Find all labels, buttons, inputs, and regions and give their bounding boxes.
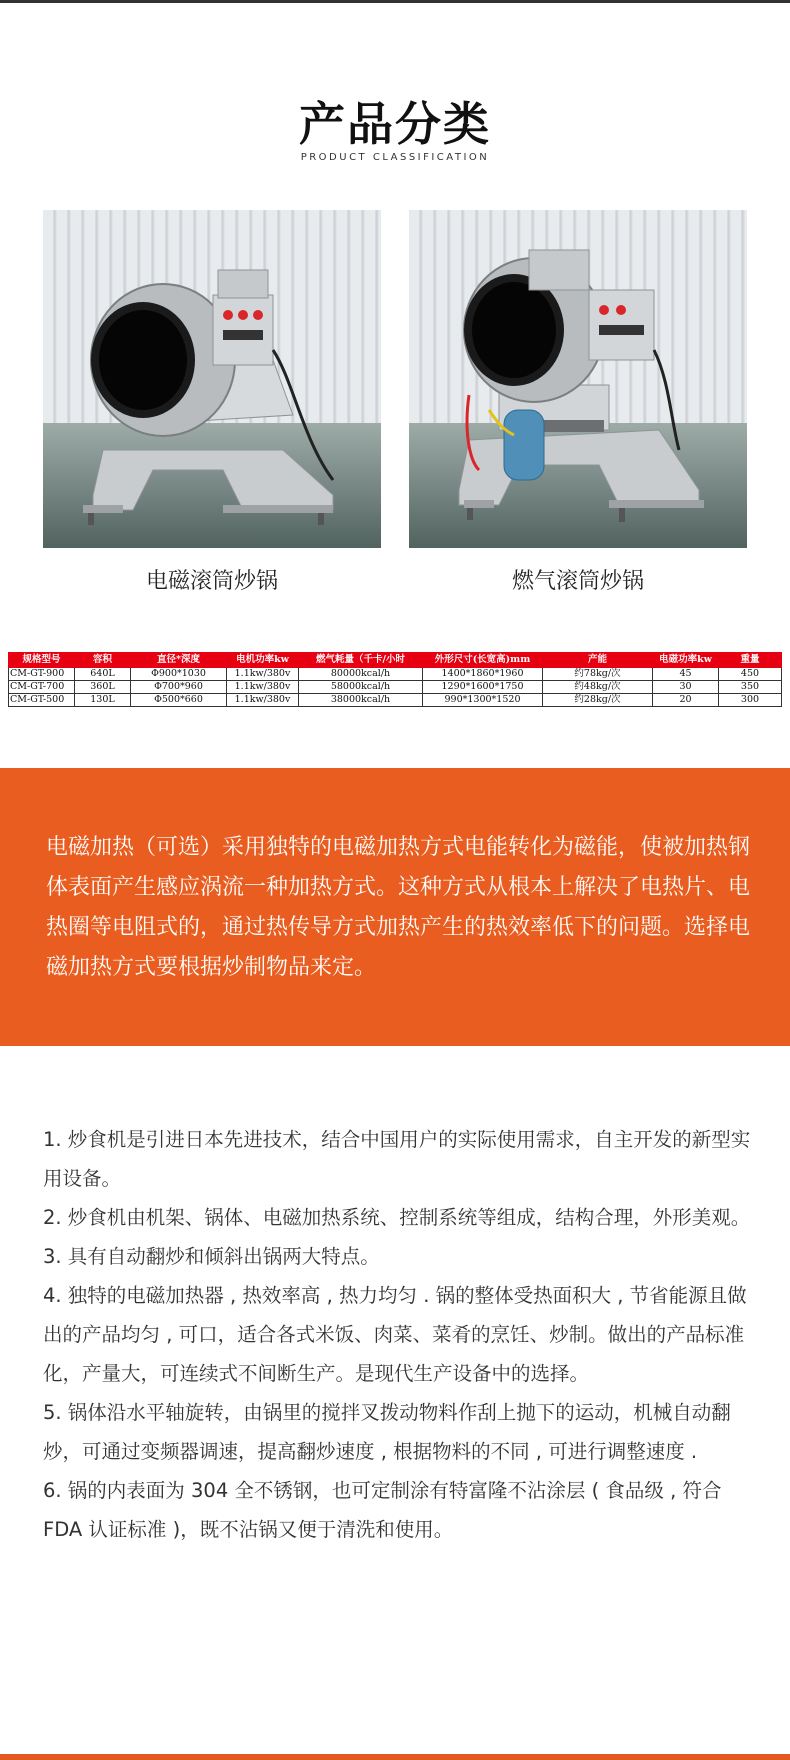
spec-table-header-row [9,653,782,668]
table-cell: 约48kg/次 [543,681,653,694]
table-cell: 990*1300*1520 [423,694,543,707]
spec-header-gas-consumption: 燃气耗量（千卡/小时 [299,653,423,668]
heating-note-text: 电磁加热（可选）采用独特的电磁加热方式电能转化为磁能，使被加热钢体表面产生感应涡流一种加热方式。这种方式从根本上解决了电热片、电热圈等电阻式的，通过热传导方式加热产生的热效率低下的问题。选择电磁加热方式要根据炒制物品来定。 [46,835,751,980]
page-subtitle: PRODUCT CLASSIFICATION [300,152,490,163]
table-cell: 80000kcal/h [299,668,423,681]
table-cell: 300 [719,694,782,707]
gas-drum-wok-photo [409,210,747,548]
table-row [9,668,782,681]
table-cell: 1.1kw/380v [227,681,299,694]
list-item: 6. 锅的内表面为 304 全不锈钢，也可定制涂有特富隆不沾涂层 ( 食品级 , 符合 FDA 认证标准 )，既不沾锅又便于清洗和使用。 [43,1479,722,1541]
spec-header-model: 规格型号 [9,653,75,668]
table-row [9,681,782,694]
list-item: 1. 炒食机是引进日本先进技术，结合中国用户的实际使用需求，自主开发的新型实用设备。 [43,1128,751,1190]
top-divider [0,0,790,3]
table-cell: Φ500*660 [131,694,227,707]
table-cell: 450 [719,668,782,681]
table-cell: Φ700*960 [131,681,227,694]
page-title: 产品分类 [299,97,491,151]
table-cell: 1.1kw/380v [227,694,299,707]
list-item: 5. 锅体沿水平轴旋转，由锅里的搅拌叉拨动物料作刮上抛下的运动，机械自动翻炒，可通过变频器调速，提高翻炒速度 , 根据物料的不同 , 可进行调整速度 . [43,1401,731,1463]
table-cell: 约78kg/次 [543,668,653,681]
list-item: 2. 炒食机由机架、锅体、电磁加热系统、控制系统等组成，结构合理，外形美观。 [43,1206,751,1229]
gas-drum-wok-machine-icon [409,210,747,548]
product-caption-electromagnetic: 电磁滚筒炒锅 [145,569,278,594]
drum-wok-machine-icon [43,210,381,548]
electromagnetic-drum-wok-photo [43,210,381,548]
feature-list [43,1120,763,1549]
table-cell: 1400*1860*1960 [423,668,543,681]
table-cell: 20 [653,694,719,707]
table-cell: CM-GT-700 [9,681,75,694]
table-cell: Φ900*1030 [131,668,227,681]
spec-header-volume: 容积 [75,653,131,668]
spec-header-em-power: 电磁功率kw [653,653,719,668]
spec-table [8,652,782,707]
table-cell: CM-GT-900 [9,668,75,681]
spec-header-diameter-depth: 直径*深度 [131,653,227,668]
list-item: 4. 独特的电磁加热器 , 热效率高 , 热力均匀 . 锅的整体受热面积大 , 节省能源且做出的产品均匀 , 可口，适合各式米饭、肉菜、菜肴的烹饪、炒制。做出的产品标准化，产量大，可连续式不间断生产。是现代生产设备中的选择。 [43,1284,747,1385]
table-cell: 1290*1600*1750 [423,681,543,694]
table-cell: 约28kg/次 [543,694,653,707]
table-row [9,694,782,707]
table-cell: 360L [75,681,131,694]
table-cell: 350 [719,681,782,694]
spec-header-dimensions: 外形尺寸(长宽高)mm [423,653,543,668]
spec-header-motor-power: 电机功率kw [227,653,299,668]
table-cell: 45 [653,668,719,681]
spec-header-capacity: 产能 [543,653,653,668]
table-cell: 130L [75,694,131,707]
table-cell: 58000kcal/h [299,681,423,694]
table-cell: 30 [653,681,719,694]
product-caption-gas: 燃气滚筒炒锅 [511,569,644,594]
bottom-divider [0,1754,790,1760]
table-cell: 38000kcal/h [299,694,423,707]
list-item: 3. 具有自动翻炒和倾斜出锅两大特点。 [43,1245,380,1268]
table-cell: 1.1kw/380v [227,668,299,681]
spec-header-weight: 重量 [719,653,782,668]
table-cell: 640L [75,668,131,681]
table-cell: CM-GT-500 [9,694,75,707]
